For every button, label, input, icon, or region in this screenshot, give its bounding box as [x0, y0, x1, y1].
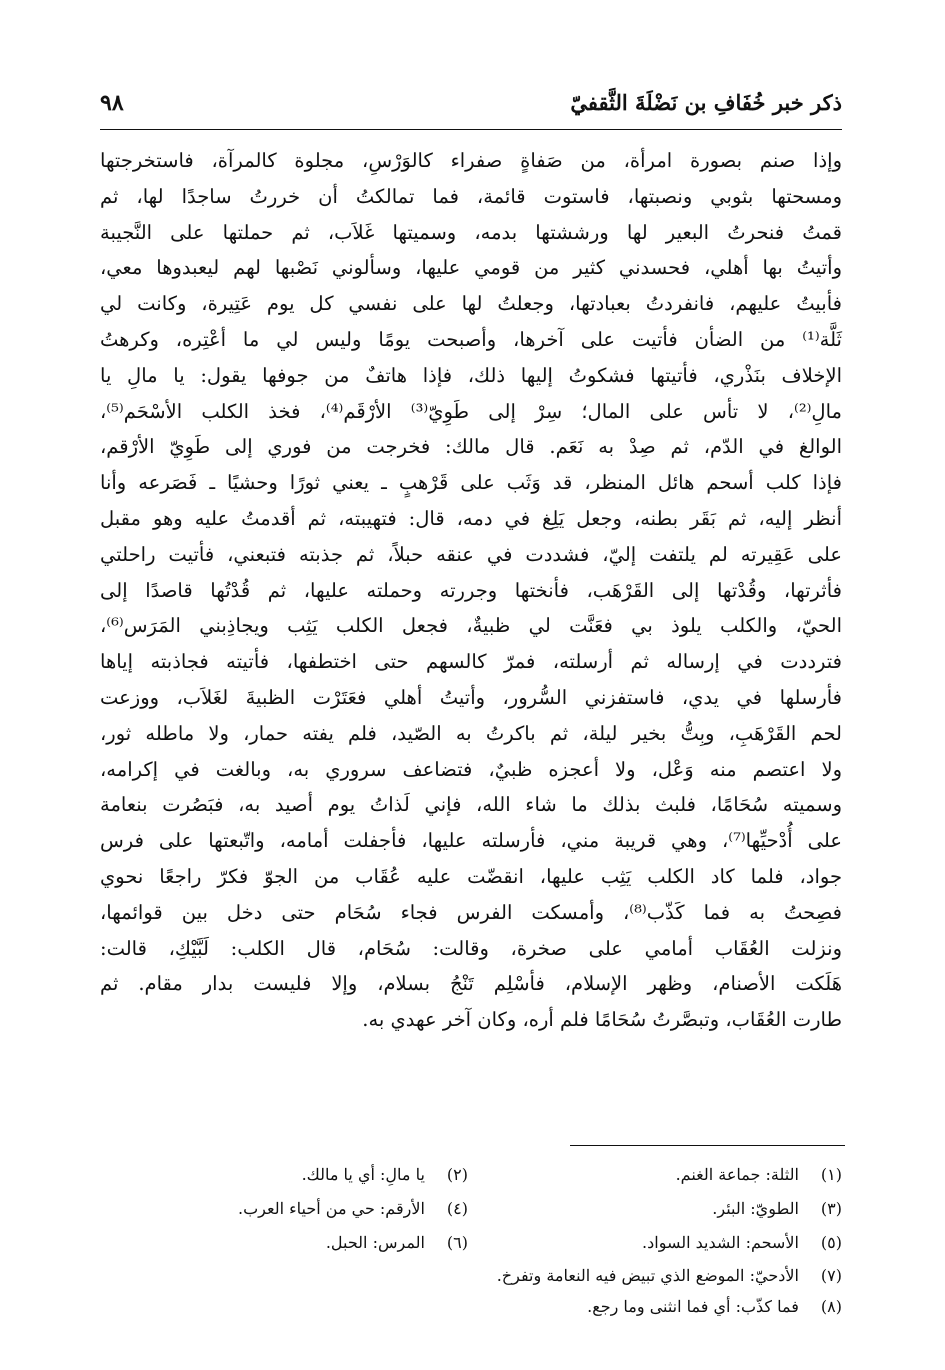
footnote-row: [100, 1260, 842, 1291]
footnote-text: فما كذّب: أي فما انثنى وما رجع.: [587, 1297, 799, 1316]
header-divider: [100, 129, 842, 130]
footnote-row: [100, 1192, 842, 1226]
footnote-text: الأرقم: حي من أحياء العرب.: [238, 1199, 425, 1218]
footnote-item: [302, 1158, 468, 1192]
footnote-item: [497, 1260, 842, 1291]
footnote-text: المرس: الحبل.: [325, 1233, 425, 1252]
text-line: لحم القَرْهَبِ، وبِتُّ بخير ليلة، ثم باكرتُ به الصّيد، فلم يفته حمار، ولا ماطله ثور،: [100, 721, 842, 745]
footnote-number: (٣): [820, 1199, 842, 1218]
footnote-number: (٢): [446, 1165, 468, 1184]
footnote-item: [642, 1226, 842, 1260]
footnote-item: [712, 1192, 842, 1226]
footnotes: [100, 1158, 842, 1322]
text-line: فأرسلها في يدي، فاستفزني السُّرور، وأتيتُ أهلي فعَتَرْت الظبيةَ لغَلاَب، ووزعت: [100, 685, 842, 709]
text-line: ونزلت العُقَاب أمامي على صخرة، وقالت: سُحَام، قال الكلب: لَبَّيْكِ، قالت:: [100, 936, 842, 960]
text-line: وإذا صنم بصورة امرأة، من صَفاةٍ صفراء كالوَرْسِ، مجلوة كالمرآة، فاستخرجتها: [100, 149, 842, 172]
footnote-number: (٥): [820, 1233, 842, 1252]
footnote-number: (٤): [446, 1199, 468, 1218]
text-line: فصِحتُ به فما كَذّب⁽⁸⁾، وأمسكت الفرس فجاء سُحَام حتى دخل بين قوائمها،: [100, 900, 842, 924]
text-line: ثَلَّة⁽¹⁾ من الضأن فأتيت على آخرها، وأصبحت يومًا وليس لي ما أعْتِره، وكرهتُ: [100, 327, 842, 351]
footnote-row: [100, 1158, 842, 1192]
footnote-item: [326, 1226, 468, 1260]
footnote-number: (١): [820, 1165, 842, 1184]
footnote-number: (٨): [820, 1297, 842, 1316]
text-line: هَلَكت الأصنام، وظهر الإسلام، فأسْلِم تَنْجُ بسلام، وإلا فليست بدار مقام. ثم: [100, 972, 842, 996]
text-line: فإذا كلب أسحم هائل المنظر، قد وَثَب على قَرْهبٍ ـ يعني ثورًا وحشيًا ـ فَصَرعه وأنا: [100, 471, 842, 495]
footnote-text: الطويّ: البئر.: [712, 1199, 799, 1218]
footnote-number: (٧): [820, 1266, 842, 1285]
text-line: الإخلاف بنَذْري، فأتيتها فشكوتُ إليها ذلك، فإذا هاتفٌ من جوفها يقول: يا مالِ يا: [100, 363, 842, 387]
footnote-text: الأسحم: الشديد السواد.: [642, 1233, 799, 1252]
text-line: وسميته سُحَامًا، فلبث بذلك ما شاء الله، فإني لَذاتُ يوم أصيد به، فبَصُرت بنعامة: [100, 793, 842, 817]
text-line: فترددت في إرساله ثم أرسلته، فمرّ كالسهم حتى اختطفها، فأتيته فجاذبته إياها: [100, 650, 842, 674]
page-number: ٩٨: [100, 90, 124, 116]
text-line: مالِ⁽²⁾، لا تأس على المال؛ سِرْ إلى طَوِيّ⁽³⁾ الأرْقَم⁽⁴⁾، فخذ الكلب الأسْحَم⁽⁵⁾،: [100, 399, 842, 423]
running-header: [100, 88, 842, 126]
footnotes-divider: [570, 1145, 845, 1146]
footnote-text: يا مالِ: أي يا مالك.: [301, 1165, 425, 1184]
text-line: الحيّ، والكلب يلوذ بي فعَنَّت لي ظبيةٌ، فجعل الكلب يَثِب ويجاذِبني المَرَس⁽⁶⁾،: [100, 614, 842, 638]
text-line: فأبيتُ عليهم، فانفردتُ بعبادتها، وجعلتُ لها على نفسي كل يوم عَتِيرة، وكانت لي: [100, 292, 842, 316]
footnote-item: [587, 1291, 842, 1322]
footnote-text: الأدحيّ: الموضع الذي تبيض فيه النعامة وتفرخ.: [496, 1266, 799, 1285]
text-line: على عَقِيرته لم يلتفت إليّ، فشددت في عنقه حبلاً، ثم جذبته فتبعني، فأتيت راحلتي: [100, 542, 842, 566]
main-text: [100, 143, 842, 1038]
text-line: ومسحتها بثوبي ونصبتها، فاستوت قائمة، فما تمالكتُ أن خررتُ ساجدًا لها، ثم: [100, 184, 842, 208]
footnote-number: (٦): [446, 1233, 468, 1252]
text-line: طارت العُقَاب، وتبصَّرتُ سُحَامًا فلم أره، وكان آخر عهدي به.: [362, 1008, 842, 1032]
text-line: قمتُ فنحرتُ البعير لها ورششتها بدمه، وسميتها غَلاَب، ثم حملتها على النَّجيبة: [100, 220, 842, 244]
text-line: الوالغ في الدّم، ثم صِدْ به نَعَم. قال مالك: فخرجت من فوري إلى طَوِيّ الأرْقم،: [100, 435, 842, 459]
footnote-text: الثلة: جماعة الغنم.: [675, 1165, 799, 1184]
footnote-item: [238, 1192, 468, 1226]
text-line: وأتيتُ بها أهلي، فحسدني كثير من قومي عليها، وسألوني نَصْبها لهم ليعبدوها معي،: [100, 256, 842, 280]
footnote-row: [100, 1226, 842, 1260]
footnote-row: [100, 1291, 842, 1322]
footnote-item: [676, 1158, 842, 1192]
text-line: ولا اعتصم منه وَعْل، ولا أعجزه ظبيٌ، فتضاعف سروري به، وبالغت في إكرامه،: [100, 757, 842, 781]
text-line: فأثرتها، وقُدْتها إلى القَرْهَب، فأنختها وجررته وحملته عليها، ثم قُدْتُها قاصدًا إلى: [100, 578, 842, 602]
text-line: جواد، فلما كاد الكلب يَثِب عليها، انقضّت عليه عُقَاب من الجوّ فكرّ راجعًا نحوي: [100, 864, 842, 888]
text-line: على أُدْحيِّها⁽⁷⁾، وهي قريبة مني، فأرسلته عليها، فأجفلت أمامه، واتّبعتها على فرس: [100, 829, 842, 853]
text-line: أنظر إليه، ثم بَقَر بطنه، وجعل يَلِغ في دمه، قال: فتهيبته، ثم أقدمتُ عليه وهو مقبل: [100, 506, 842, 530]
running-title: ذكر خبر خُفَافِ بن نَضْلَةَ الثَّقفيّ: [570, 90, 842, 115]
